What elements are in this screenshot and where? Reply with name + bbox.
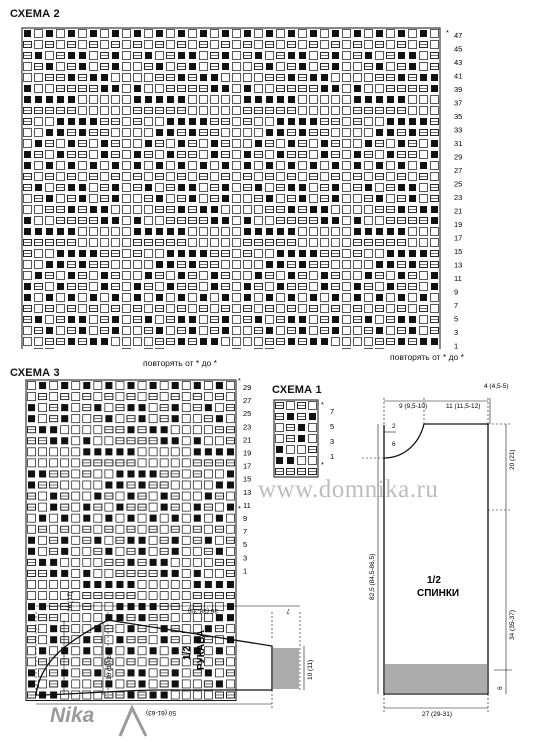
sleeve-label-top: 1/2 xyxy=(182,646,193,660)
row-number: 45 xyxy=(454,44,463,54)
back-dim-width: 27 (29-31) xyxy=(422,711,452,718)
row-number: 1 xyxy=(454,341,459,349)
back-dim-side: 34 (35-37) xyxy=(509,610,516,640)
sleeve-dim-height-top: 16 (17) xyxy=(67,591,74,612)
row-number: 5 xyxy=(330,422,335,431)
back-dim-rib: 6 xyxy=(497,686,504,690)
row-number: 23 xyxy=(243,422,252,432)
row-number: 27 xyxy=(454,166,463,175)
row-number: 13 xyxy=(243,487,252,497)
back-dim-neck-depth-1: 2 xyxy=(392,423,396,430)
back-dim-neck-depth-2: 6 xyxy=(392,441,396,448)
row-number: 15 xyxy=(243,474,252,484)
row-number: 31 xyxy=(454,139,463,148)
back-dim-neck-half: 9 (9,5-10) xyxy=(399,403,428,410)
scheme2-repeat-marker: * xyxy=(446,28,449,37)
sleeve-dim-cuff-height: 10 (11) xyxy=(307,659,314,680)
back-dim-shoulder: 11 (11,5-12) xyxy=(446,403,481,410)
row-number: 29 xyxy=(454,152,463,162)
row-number: 7 xyxy=(454,301,459,310)
logo-figure-icon xyxy=(112,700,152,740)
row-number: 35 xyxy=(454,112,463,121)
nika-logo: Nika xyxy=(50,704,95,727)
row-number: 11 xyxy=(243,500,251,510)
row-number: 3 xyxy=(243,553,248,563)
back-dim-armhole: 20 (21) xyxy=(509,449,516,470)
row-number: 11 xyxy=(454,274,462,283)
row-number: 17 xyxy=(454,233,463,243)
row-number: 25 xyxy=(243,409,252,419)
row-number: 37 xyxy=(454,98,463,108)
back-ribbing xyxy=(386,664,486,693)
scheme3-repeat-marker-bottom: * xyxy=(238,504,241,513)
back-dim-total-height: 82,5 (84,5-86,5) xyxy=(369,553,376,600)
scheme2-repeat-text: повторять от * до * xyxy=(390,352,464,362)
back-outline xyxy=(384,424,488,694)
row-number: 43 xyxy=(454,58,463,67)
scheme1-title: СХЕМА 1 xyxy=(272,384,322,396)
row-number: 9 xyxy=(454,287,459,297)
row-number: 5 xyxy=(454,314,459,324)
row-number: 9 xyxy=(243,514,248,523)
row-number: 19 xyxy=(454,220,463,229)
row-number: 3 xyxy=(330,437,335,446)
row-number: 7 xyxy=(243,527,248,537)
scheme2-title: СХЕМА 2 xyxy=(10,8,60,20)
row-number: 21 xyxy=(454,206,463,216)
row-number: 3 xyxy=(454,328,459,337)
row-number: 23 xyxy=(454,193,463,202)
back-dim-shoulder-drop: 4 (4,5-5) xyxy=(484,383,509,390)
back-label-bottom: СПИНКИ xyxy=(417,588,460,599)
row-number: 25 xyxy=(454,179,463,189)
sleeve-label-bottom: РУКАВА xyxy=(196,629,207,670)
row-number: 5 xyxy=(243,540,248,550)
row-number: 1 xyxy=(243,566,248,576)
row-number: 19 xyxy=(243,448,252,458)
row-number: 17 xyxy=(243,461,252,471)
sleeve-dim-cuff: 7 xyxy=(286,607,290,614)
sleeve-dim-bottom-width: 50 (61-63) xyxy=(146,709,176,716)
row-number: 1 xyxy=(330,452,335,461)
scheme1-marker-top: * xyxy=(321,400,324,409)
row-number: 13 xyxy=(454,260,463,270)
row-number: 47 xyxy=(454,31,463,40)
scheme3-repeat-marker-top: * xyxy=(238,376,241,385)
sleeve-dim-inner-height: 16 (17-18) xyxy=(106,650,113,680)
row-number: 39 xyxy=(454,85,463,94)
scheme3-title: СХЕМА 3 xyxy=(10,367,60,379)
row-number: 29 xyxy=(243,383,252,392)
row-number: 33 xyxy=(454,125,463,135)
watermark: www.domnika.ru xyxy=(258,476,439,503)
row-number: 41 xyxy=(454,71,463,81)
row-number: 27 xyxy=(243,396,252,406)
row-number: 21 xyxy=(243,435,252,445)
row-number: 7 xyxy=(330,407,335,416)
sleeve-dim-width-top: 36 (38-39) xyxy=(188,607,218,614)
row-number: 15 xyxy=(454,247,463,256)
scheme1-marker-bottom: * xyxy=(321,460,324,469)
back-label-top: 1/2 xyxy=(427,575,441,586)
scheme3-repeat-text: повторять от * до * xyxy=(143,358,217,368)
